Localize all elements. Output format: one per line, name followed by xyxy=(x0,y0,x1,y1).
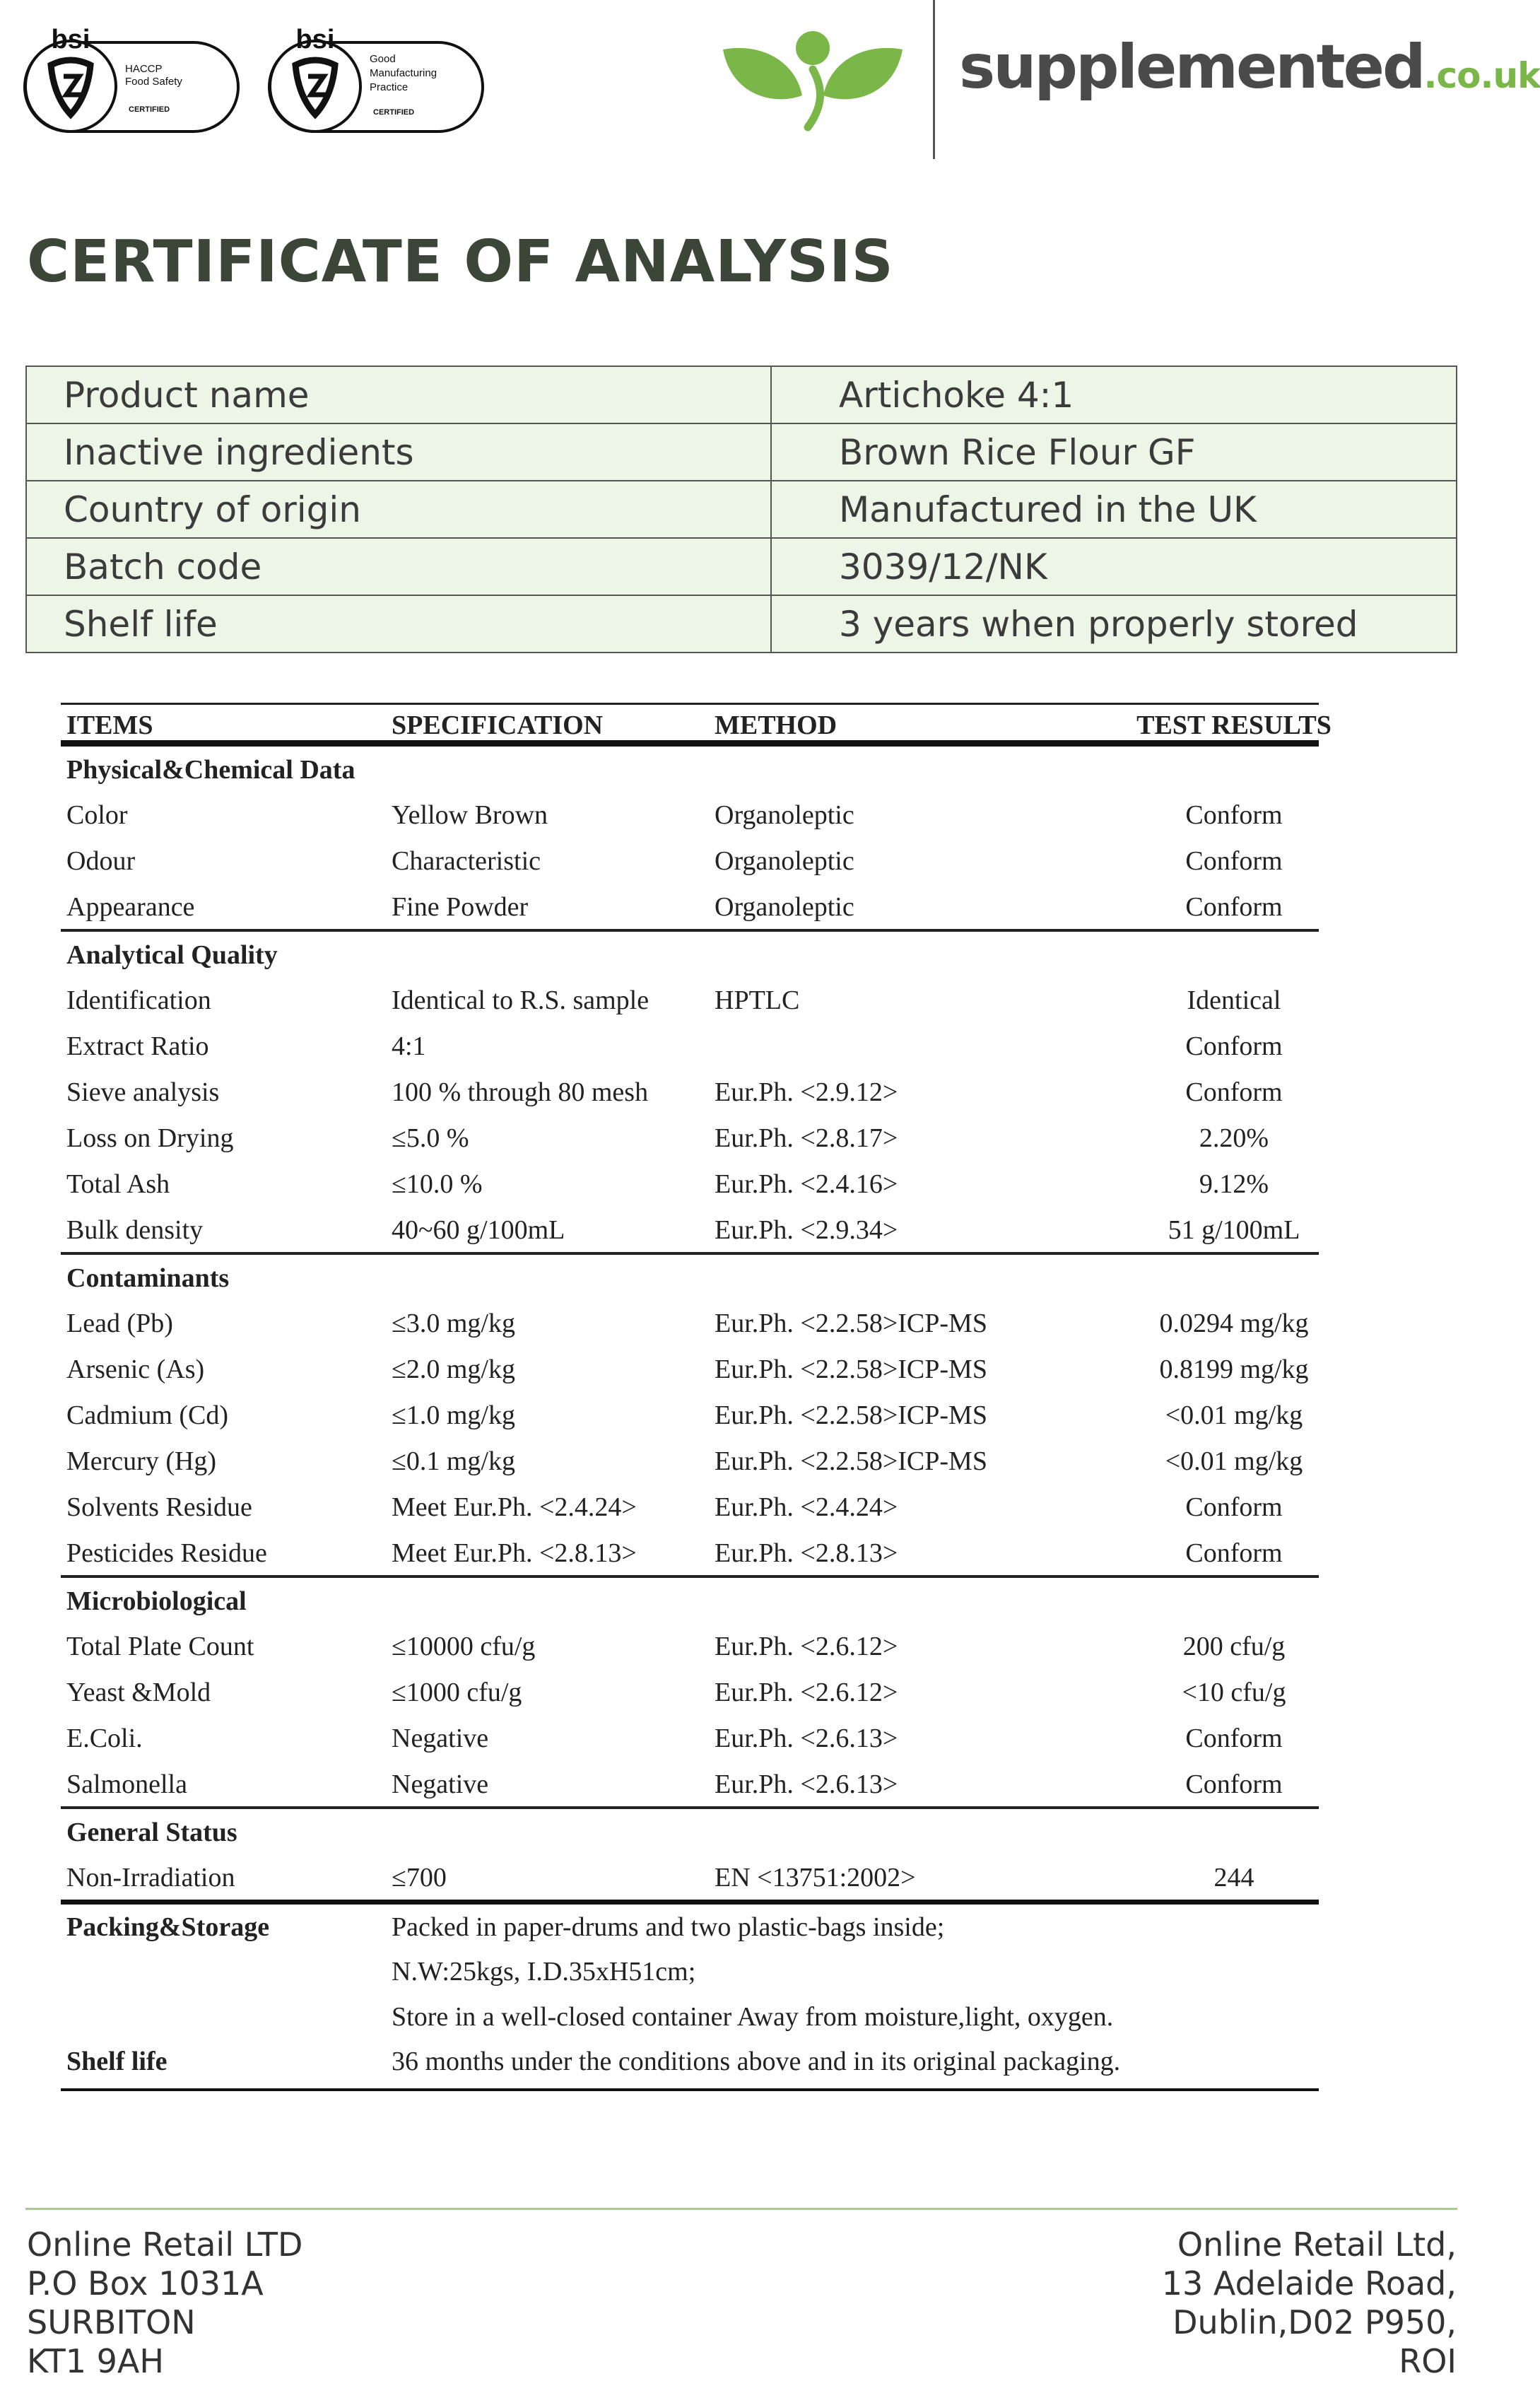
badge-line2: Food Safety xyxy=(125,76,182,88)
item-cell: Lead (Pb) xyxy=(66,1309,173,1338)
table-row xyxy=(61,1668,1319,1714)
item-cell: Non-Irradiation xyxy=(66,1863,235,1892)
table-row xyxy=(61,1299,1319,1345)
result-cell: Conform xyxy=(1185,1031,1283,1061)
table-row xyxy=(61,1391,1319,1437)
address-ie xyxy=(1162,2225,1457,2381)
specification-cell: Identical to R.S. sample xyxy=(392,985,649,1015)
specification-cell: Yellow Brown xyxy=(392,800,548,830)
section-title: Analytical Quality xyxy=(66,940,278,970)
gmp-badge xyxy=(267,21,486,134)
result-cell: <0.01 mg/kg xyxy=(1165,1446,1303,1476)
badge-certified: CERTIFIED xyxy=(373,108,415,117)
specification-cell: Characteristic xyxy=(392,846,541,876)
brand-logo xyxy=(959,32,1540,103)
header-results: TEST RESULTS xyxy=(1136,710,1332,740)
table-row xyxy=(61,1160,1319,1206)
info-label: Product name xyxy=(26,366,771,423)
item-cell: Total Ash xyxy=(66,1169,170,1199)
info-row xyxy=(26,481,1457,538)
item-cell: Appearance xyxy=(66,892,195,922)
page-title: CERTIFICATE OF ANALYSIS xyxy=(27,228,894,296)
info-value: 3039/12/NK xyxy=(771,538,1457,595)
item-cell: Sieve analysis xyxy=(66,1077,220,1107)
bsi-kitemark-icon xyxy=(267,21,486,134)
specification-cell: ≤0.1 mg/kg xyxy=(392,1446,515,1476)
item-cell: Solvents Residue xyxy=(66,1492,252,1522)
result-cell: 200 cfu/g xyxy=(1182,1632,1286,1661)
table-row xyxy=(61,837,1319,883)
badge-brand: bsi xyxy=(51,25,90,54)
table-row xyxy=(61,1345,1319,1391)
header-items: ITEMS xyxy=(66,710,153,740)
shelf-life-text: 36 months under the conditions above and in its original packaging. xyxy=(392,2047,1121,2076)
item-cell: Salmonella xyxy=(66,1769,187,1799)
method-cell: Organoleptic xyxy=(715,800,854,830)
section-title: Microbiological xyxy=(66,1586,247,1616)
table-row xyxy=(61,1760,1319,1806)
result-cell: 0.0294 mg/kg xyxy=(1159,1309,1309,1338)
address-line: Online Retail Ltd, xyxy=(1177,2225,1457,2264)
item-cell: Pesticides Residue xyxy=(66,1538,267,1568)
result-cell: Conform xyxy=(1185,892,1283,922)
info-label: Country of origin xyxy=(26,481,771,538)
info-label: Inactive ingredients xyxy=(26,423,771,481)
section-rule xyxy=(61,1900,1319,1905)
section-title: Physical&Chemical Data xyxy=(66,755,355,785)
header-method: METHOD xyxy=(715,710,837,740)
packing-label: Packing&Storage xyxy=(66,1912,270,1942)
method-cell: Eur.Ph. <2.6.12> xyxy=(715,1678,898,1707)
bsi-kitemark-icon xyxy=(23,21,242,134)
specification-cell: Negative xyxy=(392,1769,489,1799)
result-cell: Conform xyxy=(1185,800,1283,830)
specification-cell: 100 % through 80 mesh xyxy=(392,1077,649,1107)
badge-line2: Manufacturing xyxy=(370,67,437,79)
item-cell: Bulk density xyxy=(66,1215,204,1245)
result-cell: Conform xyxy=(1185,1492,1283,1522)
info-value: Artichoke 4:1 xyxy=(771,366,1457,423)
method-cell: Eur.Ph. <2.6.13> xyxy=(715,1769,898,1799)
address-line: Online Retail LTD xyxy=(27,2225,303,2264)
result-cell: 51 g/100mL xyxy=(1168,1215,1300,1245)
footer-divider xyxy=(25,2208,1457,2210)
header-divider xyxy=(933,0,935,159)
brand-tld: .co.uk xyxy=(1423,55,1540,96)
table-row xyxy=(61,1622,1319,1668)
item-cell: Total Plate Count xyxy=(66,1632,254,1661)
item-cell: Arsenic (As) xyxy=(66,1355,205,1384)
method-cell: EN <13751:2002> xyxy=(715,1863,916,1892)
haccp-badge xyxy=(23,21,242,134)
item-cell: Identification xyxy=(66,985,211,1015)
section-header xyxy=(61,932,1319,976)
table-row xyxy=(61,1854,1319,1900)
badge-line1: Good xyxy=(370,53,396,65)
specification-cell: ≤5.0 % xyxy=(392,1123,469,1153)
shelf-life-label: Shelf life xyxy=(66,2047,167,2076)
info-label: Batch code xyxy=(26,538,771,595)
method-cell: Eur.Ph. <2.4.16> xyxy=(715,1169,898,1199)
specification-cell: ≤1.0 mg/kg xyxy=(392,1400,515,1430)
table-row xyxy=(61,1068,1319,1114)
method-cell: Eur.Ph. <2.2.58>ICP-MS xyxy=(715,1400,987,1430)
section-title: General Status xyxy=(66,1818,237,1847)
address-uk xyxy=(27,2225,302,2381)
specification-cell: ≤10.0 % xyxy=(392,1169,483,1199)
badge-certified: CERTIFIED xyxy=(129,105,170,114)
method-cell: Eur.Ph. <2.2.58>ICP-MS xyxy=(715,1446,987,1476)
result-cell: 0.8199 mg/kg xyxy=(1159,1355,1309,1384)
specification-cell: 40~60 g/100mL xyxy=(392,1215,565,1245)
table-row xyxy=(61,1114,1319,1160)
section-header xyxy=(61,1578,1319,1622)
item-cell: Yeast &Mold xyxy=(66,1678,211,1707)
address-line: KT1 9AH xyxy=(27,2342,164,2380)
method-cell: Eur.Ph. <2.6.12> xyxy=(715,1632,898,1661)
result-cell: Conform xyxy=(1185,1538,1283,1568)
method-cell: Eur.Ph. <2.4.24> xyxy=(715,1492,898,1522)
info-label: Shelf life xyxy=(26,595,771,653)
analysis-table xyxy=(61,703,1332,2091)
analysis-table-header xyxy=(61,703,1332,747)
result-cell: <0.01 mg/kg xyxy=(1165,1400,1303,1430)
item-cell: Loss on Drying xyxy=(66,1123,234,1153)
method-cell: Eur.Ph. <2.9.12> xyxy=(715,1077,898,1107)
badge-brand: bsi xyxy=(295,25,335,54)
result-cell: Conform xyxy=(1185,846,1283,876)
specification-cell: Negative xyxy=(392,1724,489,1753)
result-cell: Conform xyxy=(1185,1769,1283,1799)
address-line: ROI xyxy=(1399,2342,1457,2380)
specification-cell: ≤10000 cfu/g xyxy=(392,1632,536,1661)
specification-cell: Meet Eur.Ph. <2.8.13> xyxy=(392,1538,637,1568)
badge-line1: HACCP xyxy=(125,63,163,75)
table-row xyxy=(61,1483,1319,1529)
analysis-table-body xyxy=(61,747,1319,1905)
result-cell: <10 cfu/g xyxy=(1182,1678,1286,1707)
specification-cell: Fine Powder xyxy=(392,892,529,922)
table-bottom-rule xyxy=(61,2088,1319,2091)
specification-cell: ≤2.0 mg/kg xyxy=(392,1355,515,1384)
address-line: P.O Box 1031A xyxy=(27,2264,264,2303)
section-header xyxy=(61,747,1319,791)
info-row xyxy=(26,366,1457,423)
item-cell: E.Coli. xyxy=(66,1724,143,1753)
item-cell: Cadmium (Cd) xyxy=(66,1400,229,1430)
table-row xyxy=(61,1437,1319,1483)
table-row xyxy=(61,976,1319,1022)
packing-line1: Packed in paper-drums and two plastic-bags inside; xyxy=(392,1912,945,1942)
item-cell: Mercury (Hg) xyxy=(66,1446,217,1476)
product-info-table xyxy=(25,365,1457,653)
specification-cell: 4:1 xyxy=(392,1031,426,1061)
info-value: Brown Rice Flour GF xyxy=(771,423,1457,481)
item-cell: Odour xyxy=(66,846,136,876)
info-row xyxy=(26,595,1457,653)
specification-cell: ≤3.0 mg/kg xyxy=(392,1309,515,1338)
method-cell: Organoleptic xyxy=(715,892,854,922)
address-line: 13 Adelaide Road, xyxy=(1161,2264,1457,2303)
result-cell: 9.12% xyxy=(1199,1169,1269,1199)
method-cell: Eur.Ph. <2.6.13> xyxy=(715,1724,898,1753)
method-cell: Eur.Ph. <2.8.17> xyxy=(715,1123,898,1153)
table-row xyxy=(61,1022,1319,1068)
info-value: Manufactured in the UK xyxy=(771,481,1457,538)
badge-line3: Practice xyxy=(370,81,408,93)
section-header xyxy=(61,1255,1319,1299)
packing-line3: Store in a well-closed container Away from moisture,light, oxygen. xyxy=(392,2002,1114,2032)
specification-cell: Meet Eur.Ph. <2.4.24> xyxy=(392,1492,637,1522)
info-row xyxy=(26,538,1457,595)
method-cell: Organoleptic xyxy=(715,846,854,876)
section-header xyxy=(61,1809,1319,1854)
method-cell: Eur.Ph. <2.2.58>ICP-MS xyxy=(715,1355,987,1384)
method-cell: Eur.Ph. <2.2.58>ICP-MS xyxy=(715,1309,987,1338)
packing-storage-block xyxy=(61,1905,1319,2088)
packing-line2: N.W:25kgs, I.D.35xH51cm; xyxy=(392,1957,696,1987)
method-cell: HPTLC xyxy=(715,985,800,1015)
method-cell: Eur.Ph. <2.9.34> xyxy=(715,1215,898,1245)
header-specification: SPECIFICATION xyxy=(392,710,604,740)
specification-cell: ≤700 xyxy=(392,1863,447,1892)
result-cell: Identical xyxy=(1187,985,1281,1015)
table-row xyxy=(61,1529,1319,1575)
item-cell: Extract Ratio xyxy=(66,1031,209,1061)
table-row xyxy=(61,1714,1319,1760)
table-row xyxy=(61,883,1319,929)
result-cell: Conform xyxy=(1185,1724,1283,1753)
result-cell: 2.20% xyxy=(1199,1123,1269,1153)
method-cell: Eur.Ph. <2.8.13> xyxy=(715,1538,898,1568)
section-title: Contaminants xyxy=(66,1263,230,1293)
specification-cell: ≤1000 cfu/g xyxy=(392,1678,522,1707)
result-cell: Conform xyxy=(1185,1077,1283,1107)
address-line: SURBITON xyxy=(27,2303,196,2341)
result-cell: 244 xyxy=(1213,1863,1254,1892)
address-line: Dublin,D02 P950, xyxy=(1172,2303,1457,2341)
item-cell: Color xyxy=(66,800,128,830)
leaf-logo-icon xyxy=(717,21,908,138)
table-row xyxy=(61,791,1319,837)
info-value: 3 years when properly stored xyxy=(771,595,1457,653)
table-row xyxy=(61,1206,1319,1252)
brand-name: supplemented xyxy=(959,32,1424,103)
info-row xyxy=(26,423,1457,481)
